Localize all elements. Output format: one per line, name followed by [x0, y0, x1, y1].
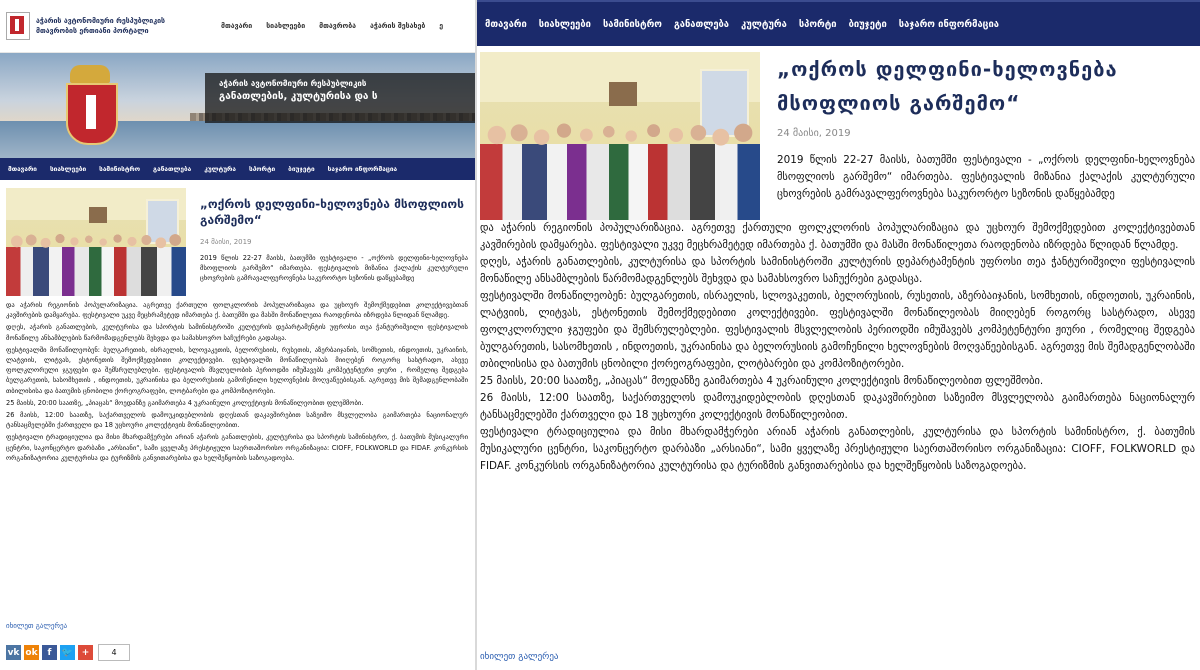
paragraph: დღეს, აჭარის განათლების, კულტურისა და სპორტის სამინისტროში კულტურის დეპარტამენტის უფროსი თეა ჭანტურიშვილი ფესტივალის მონაწილე ანსამბლების წარმომადგენლებს შეხვდა და სამახსოვრო საჩუქრები გადასცა. — [480, 256, 1195, 285]
top-nav — [221, 22, 443, 30]
google-plus-icon[interactable]: + — [78, 645, 93, 660]
top-nav-item[interactable]: ე — [439, 22, 444, 30]
org-line-2: მთავრობის ერთიანი პორტალი — [36, 27, 149, 35]
nav-item-ministry[interactable]: სამინისტრო — [602, 18, 662, 30]
nav-item-ministry[interactable]: სამინისტრო — [99, 165, 141, 173]
top-nav-item[interactable]: აჭარის შესახებ — [370, 22, 426, 30]
top-nav-item[interactable]: მთავრობა — [319, 22, 357, 30]
banner-title — [205, 73, 475, 123]
twitter-icon[interactable]: 🐦 — [60, 645, 75, 660]
portal-logo[interactable] — [0, 12, 221, 40]
article-date: 24 მაისი, 2019 — [777, 128, 851, 139]
article-body — [6, 300, 468, 465]
nav-item-sport[interactable]: სპორტი — [249, 165, 276, 173]
article-body — [480, 220, 1195, 475]
right-screenshot — [477, 0, 1200, 670]
nav-item-news[interactable]: სიახლეები — [538, 18, 591, 30]
org-line-1: აჭარის ავტონომიური რესპუბლიკის — [36, 17, 166, 25]
nav-item-news[interactable]: სიახლეები — [49, 165, 87, 173]
nav-item-public-info[interactable]: საჯარო ინფორმაცია — [327, 165, 398, 173]
share-bar — [6, 644, 130, 661]
site-header — [0, 0, 475, 53]
share-count: 4 — [98, 644, 130, 661]
top-nav-item[interactable]: სიახლეები — [266, 22, 306, 30]
coat-of-arms-icon — [66, 83, 118, 145]
article-date: 24 მაისი, 2019 — [200, 238, 252, 246]
banner-line-1: აჭარის ავტონომიური რესპუბლიკის — [219, 79, 367, 88]
paragraph: ფესტივალი ტრადიციულია და მისი მხარდამჭერები არიან აჭარის განათლების, კულტურისა და სპორტის სამინისტრო, ქ. ბათუმის მუსიკალური ცენტრი, საკონცერტო დარბაზი „არსიანი“, სამი ყველაზე პრესტიჟული საერთაშორისო ორგანიზაცია: CIOFF, FOLKWORLD და FIDAF. კონკურსის ორგანიზატორია კულტურისა და ტურიზმის განვითარებისა და ხელშეწყობის საზოგადოება. — [480, 426, 1195, 472]
article-lead: 2019 წლის 22-27 მაისს, ბათუმში ფესტივალი - „ოქროს დელფინი-ხელოვნება მსოფლიოს გარშემო“ იმართება. ფესტივალის მიზანია ქალაქის კულტურული ცხოვრების გამრავალფეროვნება საკურორტო სეზონის დაწყებამდე — [200, 254, 468, 282]
gallery-link[interactable]: იხილეთ გალერეა — [6, 622, 68, 630]
article-photo[interactable] — [6, 188, 186, 296]
banner — [0, 53, 475, 158]
paragraph: და აჭარის რეგიონის პოპულარიზაცია. აგრეთვე ქართული ფოლკლორის პოპულარიზაცია და უცხოურ შემოქმედებით კოლექტივებთან კავშირების დამყარება. ფესტივალი უკვე მეცხრამეტედ იმართება ქ. ბათუმში და მასში მონაწილეთა რაოდენობა იზრდება წლიდან წლამდე. — [480, 222, 1195, 251]
org-name — [36, 16, 165, 36]
paragraph: დღეს, აჭარის განათლების, კულტურისა და სპორტის სამინისტროში კულტურის დეპარტამენტის უფროსი თეა ჭანტურიშვილი ფესტივალის მონაწილე ანსამბლების წარმომადგენლებს შეხვდა და სამახსოვრო საჩუქრები გადასცა. — [6, 323, 468, 342]
article-photo[interactable] — [480, 52, 760, 220]
paragraph: 25 მაისს, 20:00 საათზე, „პიაცას“ მოედანზე გაიმართება 4 უკრაინული კოლექტივის მონაწილეობით ფლეშმობი. — [6, 398, 364, 407]
nav-item-sport[interactable]: სპორტი — [798, 18, 837, 30]
nav-item-budget[interactable]: ბიუჯეტი — [848, 18, 887, 30]
paragraph: ფესტივალში მონაწილეობენ: ბულგარეთის, ისრაელის, სლოვაკეთის, ბელორუსიის, რუსეთის, აზერბაიჯანის, სომხეთის, ინდოეთის, უკრაინის, ლატვიის, ლიტვას, ესტონეთის შემოქმედებითი კოლექტივები. ფესტივალში მონაწილეობას მიიღებენ როგორც სასტრადო, ასევე ფოლკლორული ჯგუფები და შემსრულებლები. ფესტივალის მსვლელობის პერიოდში იმუშავებს კომპეტენტური ჟიური , რომელიც შედგება ბულგარეთის, სასომხეთის , ინდოეთის, უკრაინისა და ბელორუსიის გამოჩენილი ხელოვნების მოღვაწეებისგან. აგრეთვე მის შემადგენლობაში თბილისისა და ბათუმის ცნობილი ქორეოგრაფები, ლოტბარები და კომპოზიტორები. — [6, 345, 468, 395]
main-nav — [0, 158, 475, 180]
nav-item-budget[interactable]: ბიუჯეტი — [288, 165, 315, 173]
top-nav-item[interactable]: მთავარი — [221, 22, 253, 30]
facebook-icon[interactable]: f — [42, 645, 57, 660]
nav-item-public-info[interactable]: საჯარო ინფორმაცია — [898, 18, 999, 30]
vk-icon[interactable]: vk — [6, 645, 21, 660]
paragraph: და აჭარის რეგიონის პოპულარიზაცია. აგრეთვე ქართული ფოლკლორის პოპულარიზაცია და უცხოურ შემოქმედებით კოლექტივებთან კავშირების დამყარება. ფესტივალი უკვე მეცხრამეტედ იმართება ქ. ბათუმში და მასში მონაწილეთა რაოდენობა იზრდება წლიდან წლამდე. — [6, 301, 468, 320]
article-title: „ოქროს დელფინი-ხელოვნება მსოფლიოს გარშემო“ — [777, 57, 1118, 115]
gallery-link[interactable]: იხილეთ გალერეა — [480, 652, 559, 662]
paragraph: ფესტივალი ტრადიციულია და მისი მხარდამჭერები არიან აჭარის განათლების, კულტურისა და სპორტის სამინისტრო, ქ. ბათუმის მუსიკალური ცენტრი, საკონცერტო დარბაზი „არსიანი“, სამი ყველაზე პრესტიჟული საერთაშორისო ორგანიზაცია: CIOFF, FOLKWORLD და FIDAF. კონკურსის ორგანიზატორია კულტურისა და ტურიზმის განვითარებისა და ხელშეწყობის საზოგადოება. — [6, 433, 468, 462]
paragraph: 26 მაისს, 12:00 საათზე, საქართველოს დამოუკიდებლობის დღესთან დაკავშირებით საზეიმო მსვლელობა გაიმართება ნაციონალურ ტანსაცმელებში ქართველი და 18 უცხოური კოლექტივის მონაწილეობით. — [480, 392, 1195, 421]
main-nav — [477, 0, 1200, 46]
left-screenshot — [0, 0, 475, 670]
nav-item-education[interactable]: განათლება — [153, 165, 192, 173]
nav-item-culture[interactable]: კულტურა — [741, 18, 787, 30]
article-title: „ოქროს დელფინი-ხელოვნება მსოფლიოს გარშემო“ — [200, 197, 464, 227]
article-lead: 2019 წლის 22-27 მაისს, ბათუმში ფესტივალი - „ოქროს დელფინი-ხელოვნება მსოფლიოს გარშემო“ იმართება. ფესტივალის მიზანია ქალაქის კულტურული ცხოვრების გამრავალფეროვნება საკურორტო სეზონის დაწყებამდე — [777, 154, 1195, 200]
nav-item-culture[interactable]: კულტურა — [204, 165, 237, 173]
paragraph: 25 მაისს, 20:00 საათზე, „პიაცას“ მოედანზე გაიმართება 4 უკრაინული კოლექტივის მონაწილეობით ფლეშმობი. — [480, 375, 1044, 387]
nav-item-home[interactable]: მთავარი — [8, 165, 37, 173]
nav-item-education[interactable]: განათლება — [673, 18, 729, 30]
paragraph: 26 მაისს, 12:00 საათზე, საქართველოს დამოუკიდებლობის დღესთან დაკავშირებით საზეიმო მსვლელობა გაიმართება ნაციონალურ ტანსაცმელებში ქართველი და 18 უცხოური კოლექტივის მონაწილეობით. — [6, 411, 468, 430]
paragraph: ფესტივალში მონაწილეობენ: ბულგარეთის, ისრაელის, სლოვაკეთის, ბელორუსიის, რუსეთის, აზერბაიჯანის, სომხეთის, ინდოეთის, უკრაინის, ლატვიის, ლიტვას, ესტონეთის შემოქმედებითი კოლექტივები. ფესტივალში მონაწილეობას მიიღებენ როგორც სასტრადო, ასევე ფოლკლორული ჯგუფები და შემსრულებლები. ფესტივალის მსვლელობის პერიოდში იმუშავებს კომპეტენტური ჟიური , რომელიც შედგება ბულგარეთის, სასომხეთის , ინდოეთის, უკრაინისა და ბელორუსიის გამოჩენილი ხელოვნების მოღვაწეებისგან. აგრეთვე მის შემადგენლობაში თბილისისა და ბათუმის ცნობილი ქორეოგრაფები, ლოტბარები და კომპოზიტორები. — [480, 290, 1195, 370]
nav-item-home[interactable]: მთავარი — [485, 18, 527, 30]
crest-icon — [6, 12, 30, 40]
odnoklassniki-icon[interactable]: ok — [24, 645, 39, 660]
crown-icon — [70, 65, 110, 83]
banner-line-2: განათლების, კულტურისა და ს — [219, 91, 378, 102]
